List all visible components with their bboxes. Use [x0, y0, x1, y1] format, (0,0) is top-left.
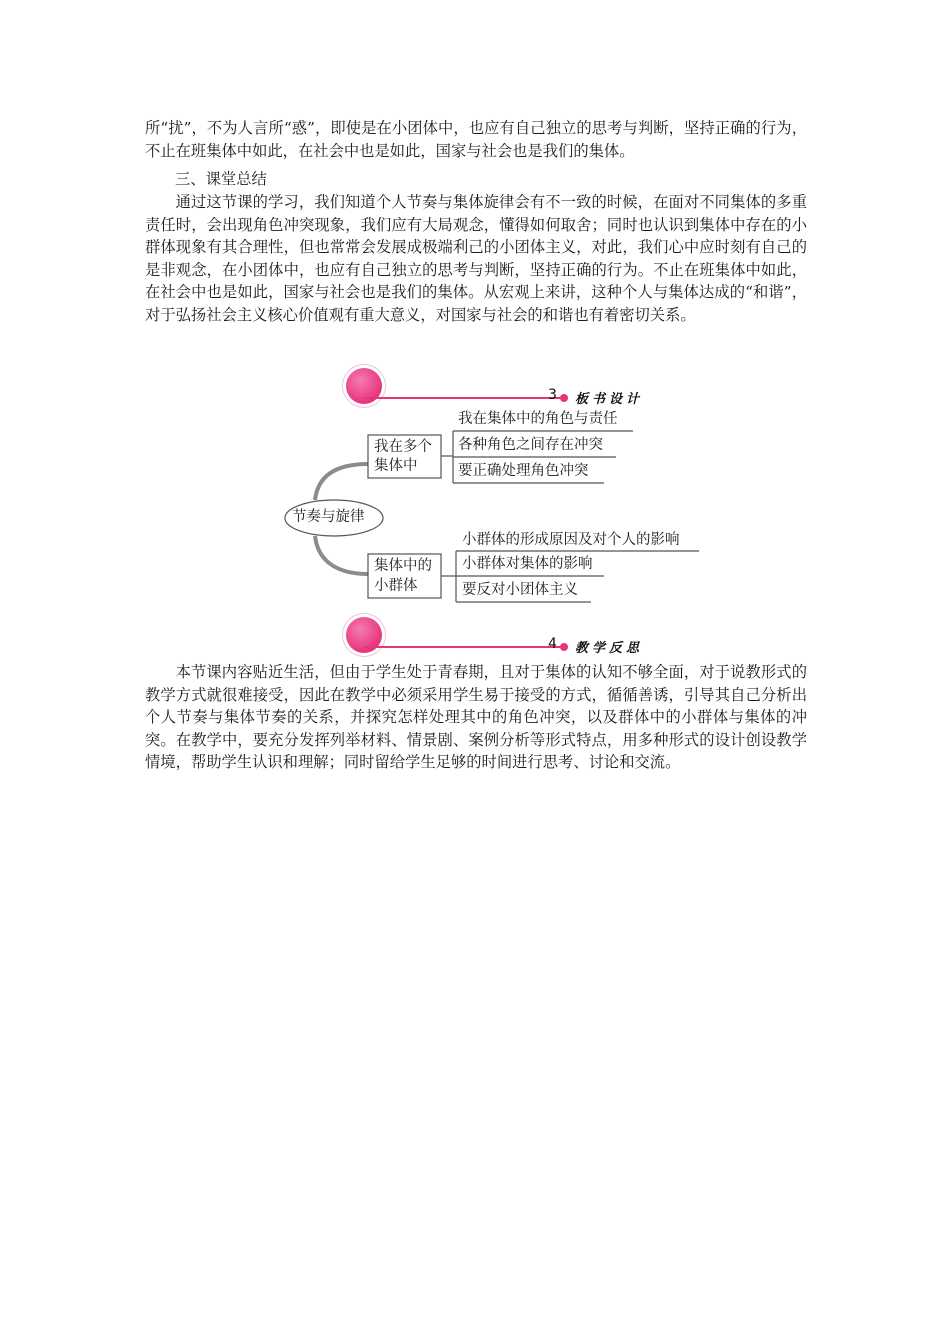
branch2-leaf-2: 小群体对集体的影响 — [462, 556, 593, 572]
mind-map-root: 节奏与旋律 — [292, 509, 365, 525]
intro-paragraph: 所“扰”，不为人言所“惑”，即使是在小团体中，也应有自己独立的思考与判断，坚持正确的行为，不止在班集体中如此，在社会中也是如此，国家与社会也是我们的集体。 — [145, 119, 807, 160]
mind-map — [278, 404, 708, 614]
banner-number: 4 — [548, 636, 557, 652]
branch2-leaf-1: 小群体的形成原因及对个人的影响 — [462, 532, 680, 548]
branch2-leaf-3: 要反对小团体主义 — [462, 582, 578, 598]
section-banner-reflection — [342, 613, 672, 657]
branch1-leaf-3: 要正确处理角色冲突 — [458, 463, 589, 479]
section-banner-board-design — [342, 364, 672, 408]
branch2-line1: 集体中的 — [374, 558, 432, 574]
section-heading: 三、课堂总结 — [175, 170, 267, 188]
banner-number: 3 — [548, 387, 557, 403]
branch1-leaf-1: 我在集体中的角色与责任 — [458, 411, 618, 427]
banner-line — [364, 397, 564, 399]
banner-line — [364, 646, 564, 648]
banner-dot — [560, 643, 568, 651]
branch1-line2: 集体中 — [374, 458, 418, 474]
banner-dot — [560, 394, 568, 402]
branch1-leaf-2: 各种角色之间存在冲突 — [458, 437, 603, 453]
branch2-line2: 小群体 — [374, 578, 418, 594]
reflection-paragraph: 本节课内容贴近生活，但由于学生处于青春期，且对于集体的认知不够全面，对于说教形式的教学方式就很难接受，因此在教学中必须采用学生易于接受的方式，循循善诱，引导其自己分析出个人节奏与集体节奏的关系，并探究怎样处理其中的角色冲突，以及群体中的小群体与集体的冲突。在教学中，要充分发挥列举材料、情景剧、案例分析等形式特点，用多种形式的设计创设教学情境，帮助学生认识和理解；同时留给学生足够的时间进行思考、讨论和交流。 — [145, 663, 807, 772]
banner-title: 教学反思 — [575, 641, 644, 656]
banner-title: 板书设计 — [575, 392, 644, 407]
summary-paragraph: 通过这节课的学习，我们知道个人节奏与集体旋律会有不一致的时候，在面对不同集体的多重责任时，会出现角色冲突现象，我们应有大局观念，懂得如何取舍；同时也认识到集体中存在的小群体现象有其合理性，但也常常会发展成极端利己的小团体主义，对此，我们心中应时刻有自己的是非观念，在小团体中，也应有自己独立的思考与判断，坚持正确的行为。不止在班集体中如此，在社会中也是如此，国家与社会也是我们的集体。从宏观上来讲，这种个人与集体达成的“和谐”，对于弘扬社会主义核心价值观有重大意义，对国家与社会的和谐也有着密切关系。 — [145, 193, 807, 324]
branch1-line1: 我在多个 — [374, 439, 432, 455]
